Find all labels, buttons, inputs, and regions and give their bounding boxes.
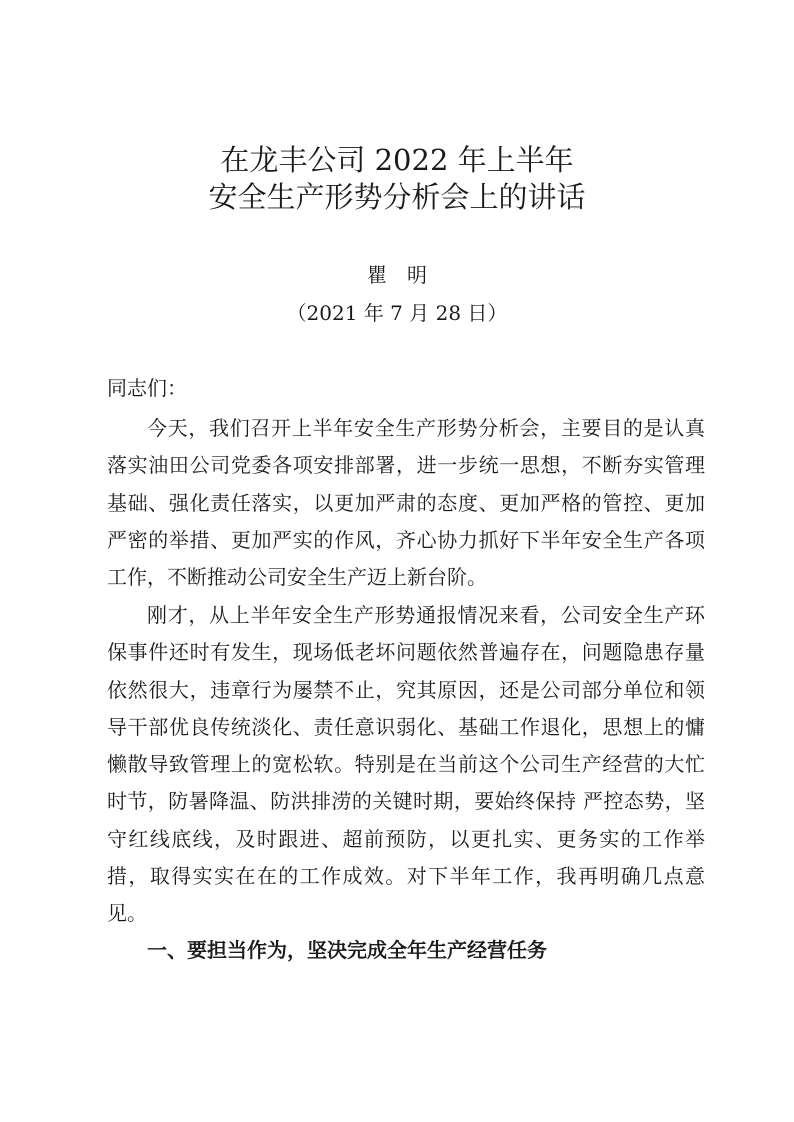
- paragraph-2: 刚才，从上半年安全生产形势通报情况来看，公司安全生产环保事件还时有发生，现场低老坏问题依然普遍存在，问题隐患存量依然很大，违章行为屡禁不止，究其原因，还是公司部分单位和领导干部优良传统淡化、责任意识弱化、基础工作退化，思想上的慵懒散导致管理上的宽松软。特别是在当前这个公司生产经营的大忙时节，防暑降温、防洪排涝的关键时期，要始终保持 严控态势，坚守红线底线，及时跟进、超前预防，以更扎实、更务实的工作举措，取得实实在在的工作成效。对下半年工作，我再明确几点意见。: [107, 603, 705, 926]
- paragraph-1: 今天，我们召开上半年安全生产形势分析会，主要目的是认真落实油田公司党委各项安排部署，进一步统一思想，不断夯实管理基础、强化责任落实，以更加严肃的态度、更加严格的管控、更加严密的举措、更加严实的作风，齐心协力抓好下半年安全生产各项工作，不断推动公司安全生产迈上新台阶。: [107, 416, 705, 590]
- document-title-line2: 安全生产形势分析会上的讲话: [208, 180, 586, 214]
- salutation: 同志们：: [107, 376, 187, 400]
- document-title-line1: 在龙丰公司 2022 年上半年: [220, 143, 574, 177]
- speaker-name: 瞿明: [367, 263, 447, 287]
- section-heading-1: 一、要担当作为，坚决完成全年生产经营任务: [147, 938, 547, 962]
- speech-date: （2021 年 7 月 28 日）: [286, 301, 508, 325]
